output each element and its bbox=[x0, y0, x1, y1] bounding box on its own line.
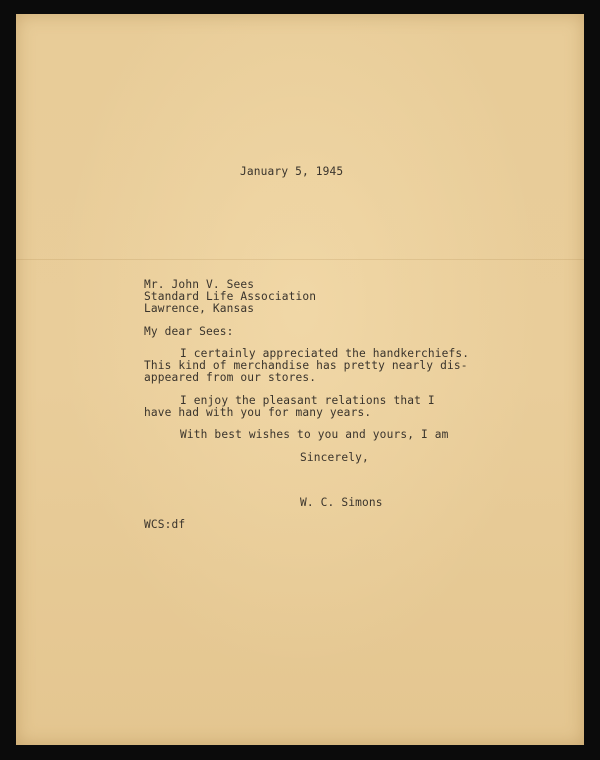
paper-fold bbox=[16, 259, 584, 260]
body-line: have had with you for many years. bbox=[144, 406, 372, 419]
closing-wish: With best wishes to you and yours, I am bbox=[180, 428, 449, 441]
body-line: appeared from our stores. bbox=[144, 371, 317, 384]
letter-date: January 5, 1945 bbox=[240, 165, 344, 178]
signature: W. C. Simons bbox=[300, 496, 383, 509]
body-line: This kind of merchandise has pretty nearly dis- bbox=[144, 359, 468, 372]
typist-initials: WCS:df bbox=[144, 518, 186, 531]
recipient-city: Lawrence, Kansas bbox=[144, 302, 255, 315]
salutation: My dear Sees: bbox=[144, 325, 234, 338]
body-line: I enjoy the pleasant relations that I bbox=[180, 394, 435, 407]
recipient-name: Mr. John V. Sees bbox=[144, 278, 255, 291]
body-line: I certainly appreciated the handkerchiefs. bbox=[180, 347, 470, 360]
letter-paper bbox=[16, 14, 584, 745]
recipient-company: Standard Life Association bbox=[144, 290, 317, 303]
closing: Sincerely, bbox=[300, 451, 369, 464]
